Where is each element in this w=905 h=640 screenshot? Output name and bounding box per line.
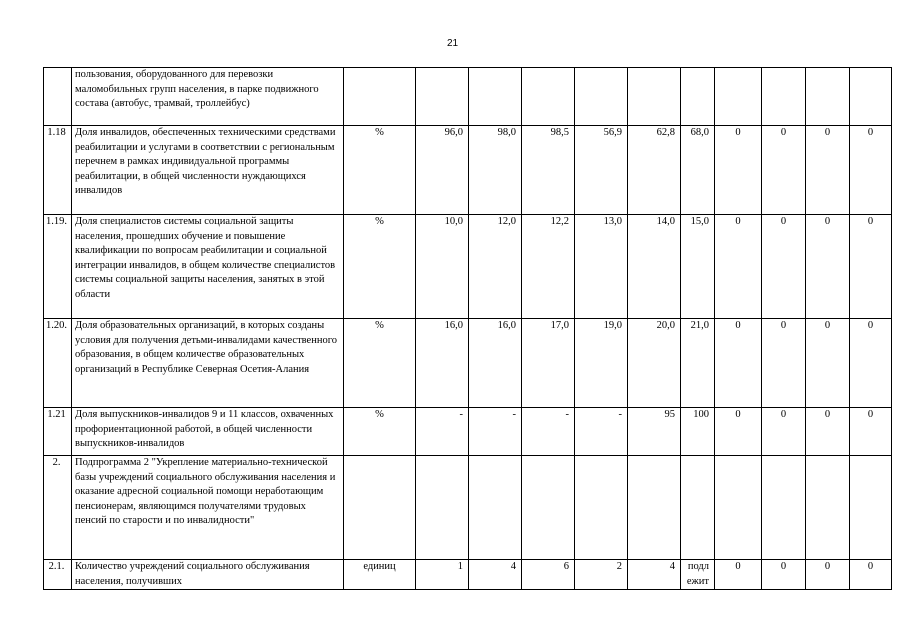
zero-value-cell: 0: [762, 560, 806, 590]
value-cell: 12,2: [522, 215, 575, 319]
indicator-name-cell: Доля специалистов системы социальной защиты населения, прошедших обучение и повышение квалификации по вопросам реабилитации и социальной интеграции инвалидов, в общем количестве специалистов системы социальной защиты населения, занятых в этой области: [72, 215, 344, 319]
table-row: [44, 456, 892, 560]
table-row: [44, 68, 892, 126]
value-cell: 6: [522, 560, 575, 590]
value-cell: 21,0: [681, 319, 715, 408]
value-cell: [575, 68, 628, 126]
value-cell: -: [416, 408, 469, 456]
value-cell: 15,0: [681, 215, 715, 319]
value-cell: -: [469, 408, 522, 456]
zero-value-cell: 0: [806, 408, 850, 456]
indicator-name-cell: Доля выпускников-инвалидов 9 и 11 классов, охваченных профориентационной работой, в общей численности выпускников-инвалидов: [72, 408, 344, 456]
value-cell: [416, 68, 469, 126]
value-cell: 2: [575, 560, 628, 590]
value-cell: [628, 456, 681, 560]
unit-cell: %: [344, 126, 416, 215]
zero-value-cell: 0: [850, 560, 892, 590]
value-cell: [575, 456, 628, 560]
zero-value-cell: [715, 68, 762, 126]
value-cell: 98,5: [522, 126, 575, 215]
zero-value-cell: [715, 456, 762, 560]
value-cell: [469, 68, 522, 126]
zero-value-cell: [806, 68, 850, 126]
row-number-cell: 2.1.: [44, 560, 72, 590]
value-cell: 16,0: [416, 319, 469, 408]
unit-cell: [344, 68, 416, 126]
zero-value-cell: 0: [850, 408, 892, 456]
zero-value-cell: 0: [715, 319, 762, 408]
value-cell: 4: [469, 560, 522, 590]
value-cell: [628, 68, 681, 126]
zero-value-cell: 0: [806, 319, 850, 408]
value-cell: 12,0: [469, 215, 522, 319]
zero-value-cell: 0: [850, 126, 892, 215]
value-cell: [416, 456, 469, 560]
zero-value-cell: 0: [762, 319, 806, 408]
zero-value-cell: 0: [762, 126, 806, 215]
zero-value-cell: [762, 456, 806, 560]
value-cell: 56,9: [575, 126, 628, 215]
indicator-name-cell: Количество учреждений социального обслуживания населения, получивших: [72, 560, 344, 590]
value-cell: 19,0: [575, 319, 628, 408]
zero-value-cell: 0: [850, 319, 892, 408]
value-cell: 62,8: [628, 126, 681, 215]
zero-value-cell: 0: [762, 408, 806, 456]
zero-value-cell: 0: [850, 215, 892, 319]
zero-value-cell: [806, 456, 850, 560]
value-cell: 17,0: [522, 319, 575, 408]
row-number-cell: 1.21: [44, 408, 72, 456]
value-cell: 100: [681, 408, 715, 456]
zero-value-cell: 0: [715, 126, 762, 215]
value-cell: -: [522, 408, 575, 456]
value-cell: [681, 68, 715, 126]
row-number-cell: 2.: [44, 456, 72, 560]
value-cell: [522, 68, 575, 126]
row-number-cell: [44, 68, 72, 126]
value-cell: 20,0: [628, 319, 681, 408]
zero-value-cell: 0: [806, 560, 850, 590]
table-row: [44, 126, 892, 215]
zero-value-cell: 0: [806, 215, 850, 319]
zero-value-cell: [850, 456, 892, 560]
indicator-name-cell: Доля образовательных организаций, в которых созданы условия для получения детьми-инвалидами качественного образования, в общем количестве образовательных организаций в Республике Северная Осетия-Алания: [72, 319, 344, 408]
value-cell: 4: [628, 560, 681, 590]
table-row: [44, 319, 892, 408]
indicator-name-cell: пользования, оборудованного для перевозки маломобильных групп населения, в парке подвижного состава (автобус, трамвай, троллейбус): [72, 68, 344, 126]
value-cell: 96,0: [416, 126, 469, 215]
zero-value-cell: 0: [715, 560, 762, 590]
zero-value-cell: 0: [762, 215, 806, 319]
row-number-cell: 1.18: [44, 126, 72, 215]
indicator-name-cell: Доля инвалидов, обеспеченных техническими средствами реабилитации и услугами в соответствии с региональным перечнем в рамках индивидуальной программы реабилитации, в общей численности нуждающихся инвалидов: [72, 126, 344, 215]
zero-value-cell: 0: [715, 215, 762, 319]
value-cell: 16,0: [469, 319, 522, 408]
value-cell: 68,0: [681, 126, 715, 215]
unit-cell: единиц: [344, 560, 416, 590]
unit-cell: %: [344, 319, 416, 408]
indicators-table: [43, 67, 892, 590]
value-cell: 10,0: [416, 215, 469, 319]
table-row: [44, 560, 892, 590]
row-number-cell: 1.20.: [44, 319, 72, 408]
value-cell: 1: [416, 560, 469, 590]
table-row: [44, 215, 892, 319]
indicator-name-cell: Подпрограмма 2 "Укрепление материально-технической базы учреждений социального обслуживания населения и оказание адресной социальной помощи неработающим пенсионерам, являющимся получателями трудовых пенсий по старости и по инвалидности": [72, 456, 344, 560]
value-cell: подл ежит: [681, 560, 715, 590]
unit-cell: %: [344, 408, 416, 456]
value-cell: 14,0: [628, 215, 681, 319]
zero-value-cell: 0: [715, 408, 762, 456]
value-cell: [522, 456, 575, 560]
row-number-cell: 1.19.: [44, 215, 72, 319]
value-cell: [681, 456, 715, 560]
table-body: [44, 68, 892, 590]
unit-cell: %: [344, 215, 416, 319]
table-row: [44, 408, 892, 456]
value-cell: 13,0: [575, 215, 628, 319]
value-cell: -: [575, 408, 628, 456]
unit-cell: [344, 456, 416, 560]
value-cell: [469, 456, 522, 560]
zero-value-cell: [762, 68, 806, 126]
zero-value-cell: [850, 68, 892, 126]
page-number: 21: [446, 38, 459, 49]
zero-value-cell: 0: [806, 126, 850, 215]
value-cell: 98,0: [469, 126, 522, 215]
value-cell: 95: [628, 408, 681, 456]
